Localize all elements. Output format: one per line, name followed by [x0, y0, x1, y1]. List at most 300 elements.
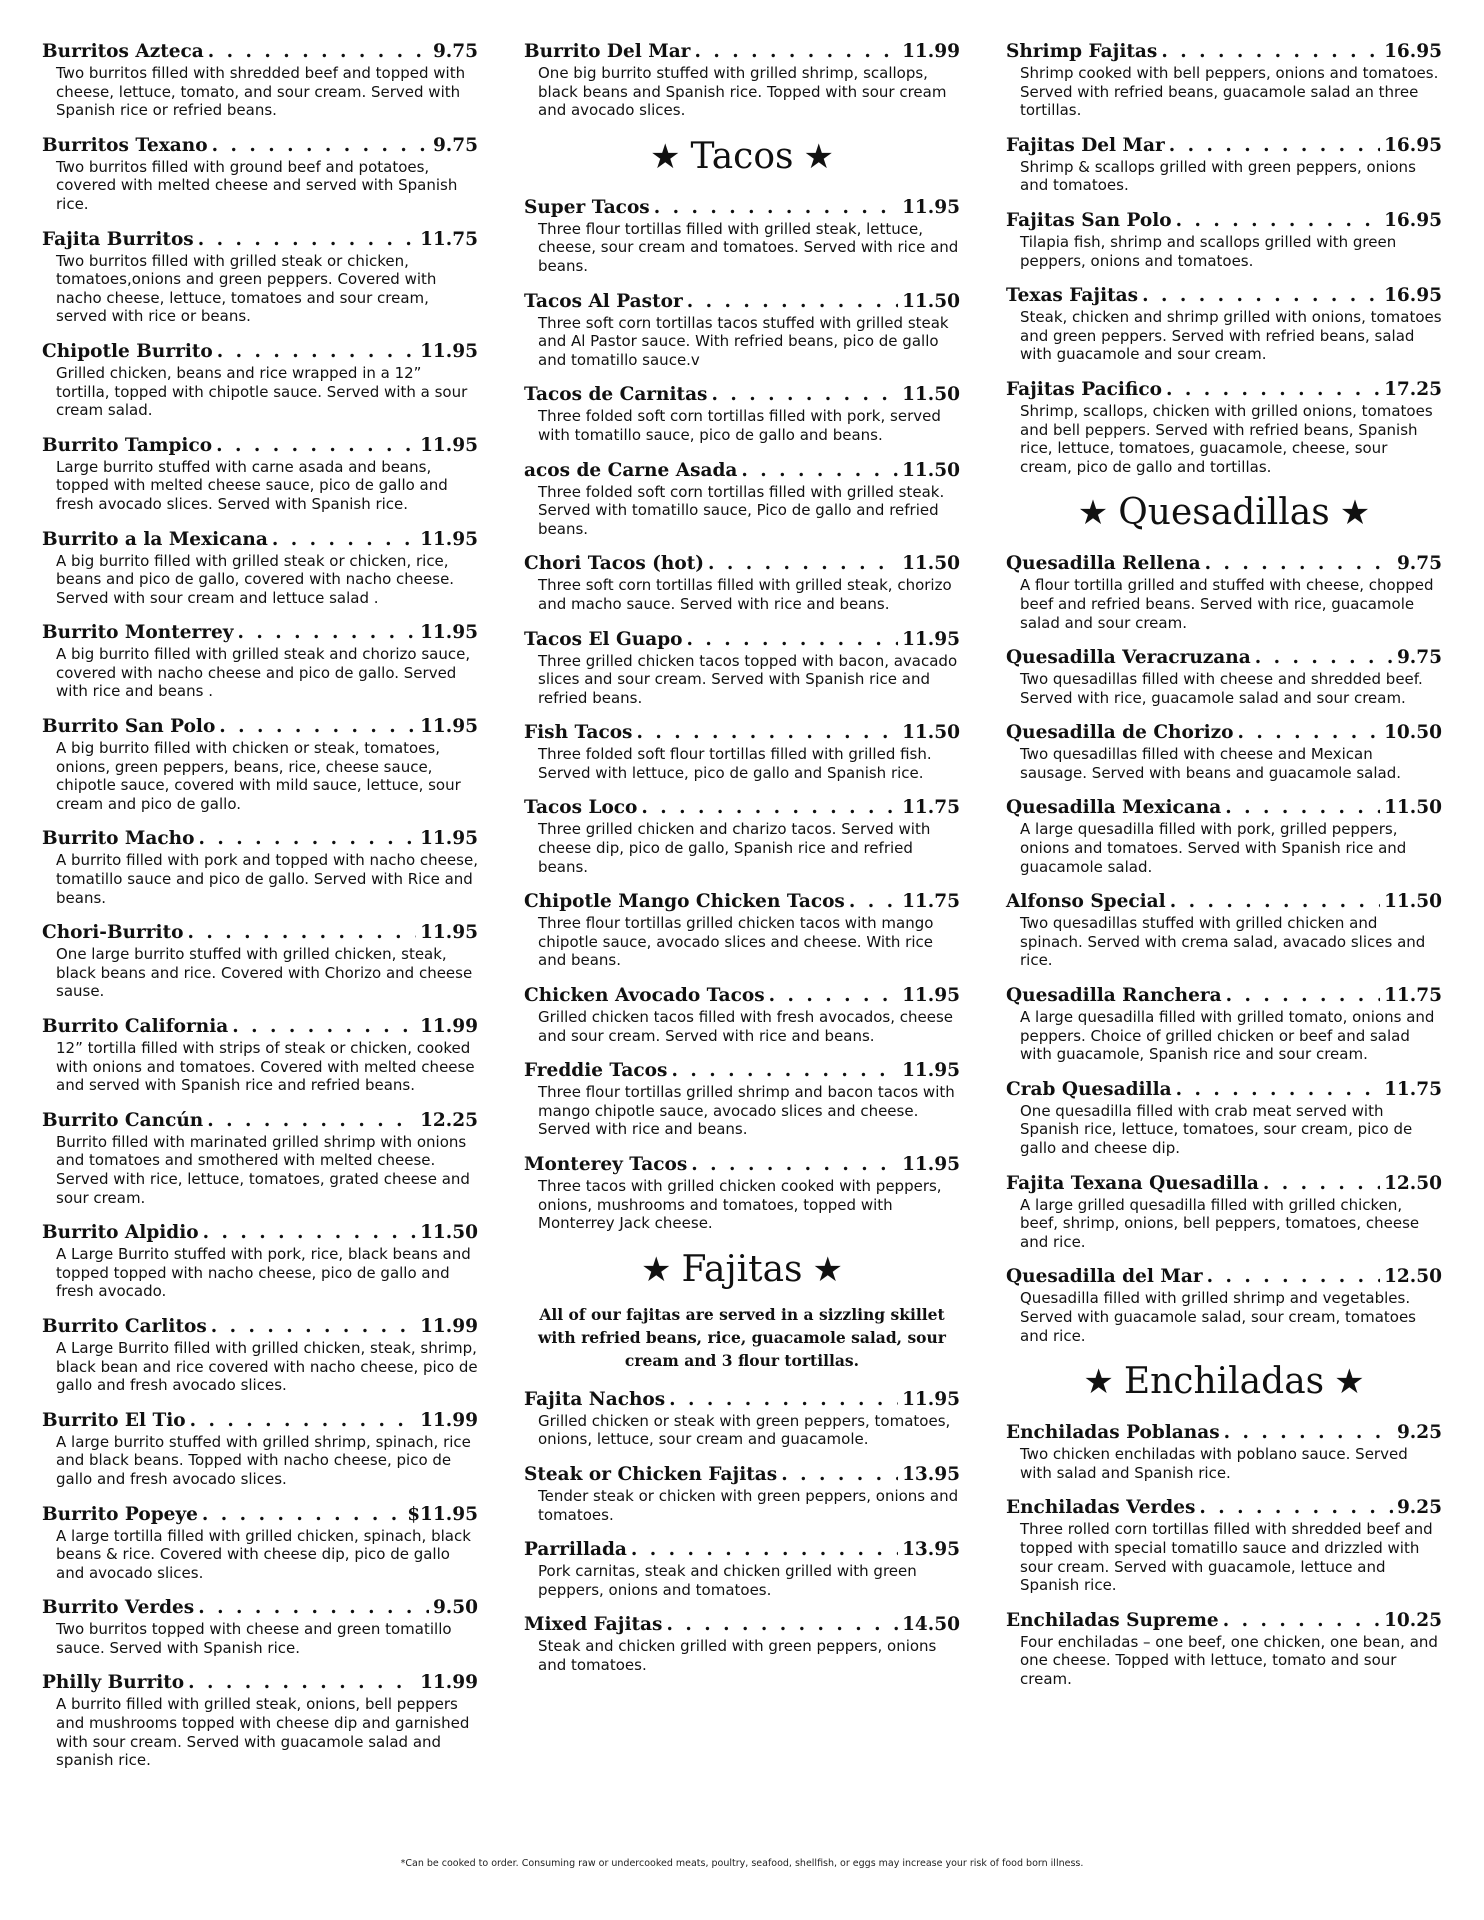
- menu-item-name: Burrito San Polo: [42, 716, 216, 738]
- menu-item-description: Three rolled corn tortillas filled with shredded beef and topped with special tomatillo sauce and drizzled with sour cream. Served with guacamole, lettuce and Spanish rice.: [1020, 1520, 1433, 1595]
- menu-item-price: 9.50: [432, 1597, 478, 1619]
- menu-item-price: 10.50: [1384, 722, 1442, 744]
- dot-leader: [691, 1153, 898, 1176]
- menu-item-description: Grilled chicken, beans and rice wrapped in a 12” tortilla, topped with chipotle sauce. Served with a sour cream salad.: [56, 363, 468, 420]
- menu-item-description: Burrito filled with marinated grilled shrimp with onions and tomatoes and smothered with melted cheese. Served with rice, lettuce, tomatoes, grated cheese and sour cream.: [56, 1132, 470, 1207]
- dot-leader: [216, 434, 416, 457]
- menu-item-description: Two quesadillas filled with cheese and Mexican sausage. Served with beans and guacamole salad.: [1020, 745, 1401, 782]
- menu-item: [524, 628, 960, 708]
- menu-item-name: Steak or Chicken Fajitas: [524, 1463, 778, 1485]
- menu-page: [42, 40, 1442, 1784]
- menu-item-name: Burrito Monterrey: [42, 622, 234, 644]
- menu-item: [1006, 646, 1442, 707]
- menu-item: [42, 621, 478, 701]
- dot-leader: [238, 621, 417, 644]
- menu-item-description: Three grilled chicken tacos topped with bacon, avacado slices and sour cream. Served with Spanish rice and refried beans.: [538, 651, 958, 707]
- menu-item-header: [524, 552, 960, 575]
- menu-item-description: A big burrito filled with grilled steak or chicken, rice, beans and pico de gallo, covered with nacho cheese. Served with sour cream and lettuce salad .: [56, 551, 455, 607]
- dot-leader: [781, 1463, 898, 1486]
- section-title-tacos: ★ Tacos ★: [650, 135, 834, 177]
- menu-item-header: [42, 1596, 478, 1619]
- menu-item-name: Burrito Macho: [42, 828, 195, 850]
- menu-item-description: A big burrito filled with chicken or steak, tomatoes, onions, green peppers, beans, rice, cheese sauce, chipotle sauce, covered with mild sauce, lettuce, sour cream and pico de gallo.: [56, 739, 461, 813]
- menu-item-header: [524, 1059, 960, 1082]
- menu-item-header: [1006, 1609, 1442, 1632]
- menu-item-price: 12.25: [420, 1109, 478, 1131]
- menu-item-price: 11.50: [1384, 891, 1442, 913]
- menu-item-name: Enchiladas Verdes: [1006, 1497, 1196, 1519]
- menu-item-price: 9.75: [432, 134, 478, 156]
- menu-item-description: Steak, chicken and shrimp grilled with onions, tomatoes and green peppers. Served with refried beans, salad with guacamole and sour cream.: [1020, 308, 1442, 364]
- menu-item-header: [42, 621, 478, 644]
- menu-item-description: Three flour tortillas grilled shrimp and bacon tacos with mango chipotle sauce, avocado slices and cheese. Served with rice and beans.: [538, 1083, 955, 1139]
- menu-item-name: Quesadilla de Chorizo: [1006, 722, 1234, 744]
- menu-item-name: Fajitas San Polo: [1006, 209, 1172, 231]
- menu-item: [1006, 721, 1442, 782]
- menu-item-name: Burrito Cancún: [42, 1109, 204, 1131]
- menu-item: [524, 1463, 960, 1524]
- menu-item-description: A large tortilla filled with grilled chicken, spinach, black beans & rice. Covered with cheese dip, pico de gallo and avocado slices.: [56, 1526, 471, 1582]
- menu-item: [1006, 40, 1442, 120]
- menu-item-price: 11.99: [420, 1409, 478, 1431]
- menu-item-header: [524, 1613, 960, 1636]
- dot-leader: [1225, 796, 1380, 819]
- menu-item-name: Fajita Texana Quesadilla: [1006, 1172, 1259, 1194]
- menu-item: [42, 1315, 478, 1395]
- menu-item-description: Grilled chicken tacos filled with fresh avocados, cheese and sour cream. Served with rice and beans.: [538, 1008, 954, 1045]
- menu-item-name: Alfonso Special: [1006, 891, 1166, 913]
- dot-leader: [669, 1388, 898, 1411]
- menu-item-header: [42, 715, 478, 738]
- menu-item-name: Burrito Popeye: [42, 1503, 198, 1525]
- menu-item: [42, 1221, 478, 1301]
- dot-leader: [232, 1015, 416, 1038]
- menu-item-description: One big burrito stuffed with grilled shrimp, scallops, black beans and Spanish rice. Topped with sour cream and avocado slices.: [538, 64, 947, 120]
- menu-item-header: [1006, 1421, 1442, 1444]
- menu-item: [524, 383, 960, 444]
- menu-item-name: Quesadilla Rellena: [1006, 553, 1201, 575]
- dot-leader: [1263, 1172, 1380, 1195]
- menu-item: [1006, 284, 1442, 364]
- menu-item-price: 13.95: [902, 1539, 960, 1561]
- dot-leader: [272, 528, 416, 551]
- dot-leader: [198, 827, 416, 850]
- menu-item-name: Tacos de Carnitas: [524, 384, 708, 406]
- menu-item-price: 12.50: [1384, 1172, 1442, 1194]
- menu-item-name: Chicken Avocado Tacos: [524, 985, 765, 1007]
- menu-item-price: $11.95: [407, 1503, 478, 1525]
- menu-item-header: [1006, 984, 1442, 1007]
- menu-item-description: Tender steak or chicken with green peppers, onions and tomatoes.: [538, 1486, 959, 1524]
- menu-item-header: [524, 1463, 960, 1486]
- menu-item-description: Two burritos filled with shredded beef and topped with cheese, lettuce, tomato, and sour cream. Served with Spanish rice or refried beans.: [56, 64, 466, 120]
- menu-item-price: 11.99: [420, 1315, 478, 1337]
- menu-item-price: 13.95: [902, 1463, 960, 1485]
- menu-item-description: Three soft corn tortillas filled with grilled steak, chorizo and macho sauce. Served with rice and beans.: [538, 576, 952, 613]
- menu-item-name: Burrito El Tio: [42, 1409, 186, 1431]
- menu-item-price: 9.75: [432, 41, 478, 62]
- menu-item-description: A large grilled quesadilla filled with grilled chicken, beef, shrimp, onions, bell peppers, tomatoes, cheese and rice.: [1020, 1195, 1420, 1251]
- menu-item-description: Two burritos topped with cheese and green tomatillo sauce. Served with Spanish rice.: [56, 1620, 452, 1657]
- menu-item-header: [524, 290, 960, 313]
- menu-item-header: [42, 921, 478, 944]
- menu-item: [1006, 134, 1442, 195]
- menu-item-name: Tacos Loco: [524, 797, 638, 819]
- dot-leader: [202, 1503, 403, 1526]
- menu-item: [524, 796, 960, 876]
- menu-item-name: Burrito Del Mar: [524, 41, 691, 62]
- menu-item-price: 10.25: [1384, 1609, 1442, 1631]
- menu-item-description: Three tacos with grilled chicken cooked with peppers, onions, mushrooms and tomatoes, topped with Monterrey Jack cheese.: [538, 1177, 942, 1233]
- menu-item: [42, 1015, 478, 1095]
- section-title-fajitas: ★ Fajitas ★: [640, 1248, 844, 1290]
- column-quesadillas-enchiladas: [1006, 40, 1442, 1784]
- menu-item-name: Monterey Tacos: [524, 1154, 688, 1175]
- menu-item-price: 11.95: [902, 1388, 960, 1410]
- menu-item-name: Enchiladas Supreme: [1006, 1609, 1219, 1631]
- menu-item-name: Parrillada: [524, 1539, 627, 1561]
- menu-item-description: Shrimp & scallops grilled with green peppers, onions and tomatoes.: [1020, 157, 1416, 195]
- dot-leader: [1226, 984, 1380, 1007]
- dot-leader: [1170, 890, 1380, 913]
- menu-item-price: 9.75: [1396, 647, 1442, 669]
- dot-leader: [1176, 209, 1380, 232]
- menu-item-header: [524, 383, 960, 406]
- menu-item-description: Three folded soft flour tortillas filled with grilled fish. Served with lettuce, pico de gallo and Spanish rice.: [538, 745, 932, 782]
- menu-item-price: 11.95: [420, 528, 478, 550]
- menu-item-header: [524, 459, 960, 482]
- menu-item-price: 11.50: [902, 722, 960, 744]
- menu-item: [1006, 378, 1442, 476]
- menu-item: [524, 1613, 960, 1674]
- menu-item: [1006, 552, 1442, 632]
- menu-item-description: Three flour tortillas filled with grilled steak, lettuce, cheese, sour cream and tomatoes. Served with rice and beans.: [538, 219, 959, 275]
- menu-item-header: [42, 340, 478, 363]
- menu-item: [524, 1059, 960, 1139]
- menu-item-price: 11.95: [902, 1060, 960, 1082]
- menu-item: [42, 228, 478, 326]
- menu-item-description: Tilapia fish, shrimp and scallops grilled with green peppers, onions and tomatoes.: [1020, 232, 1397, 270]
- menu-item-name: Tacos El Guapo: [524, 628, 683, 650]
- dot-leader: [654, 196, 898, 219]
- menu-item: [524, 1153, 960, 1233]
- dot-leader: [1205, 552, 1393, 575]
- dot-leader: [188, 1671, 416, 1694]
- menu-item: [524, 552, 960, 613]
- menu-item: [1006, 1265, 1442, 1345]
- dot-leader: [687, 628, 899, 651]
- menu-item-price: 11.75: [902, 891, 960, 913]
- menu-item: [524, 196, 960, 276]
- menu-item-header: [42, 1221, 478, 1244]
- menu-item-header: [42, 1315, 478, 1338]
- menu-item-price: 11.95: [902, 628, 960, 650]
- menu-item-description: Two quesadillas stuffed with grilled chicken and spinach. Served with crema salad, avacado slices and rice.: [1020, 914, 1426, 970]
- dot-leader: [187, 921, 416, 944]
- column-tacos-fajitas: [524, 40, 960, 1784]
- dot-leader: [631, 1538, 898, 1561]
- dot-leader: [849, 890, 898, 913]
- menu-item-price: 16.95: [1384, 41, 1442, 62]
- dot-leader: [711, 383, 898, 406]
- menu-item: [524, 721, 960, 782]
- menu-item-header: [1006, 284, 1442, 307]
- menu-item-header: [1006, 646, 1442, 669]
- fajitas-note: All of our fajitas are served in a sizzling skillet with refried beans, rice, guacamole salad, sour cream and 3 flour tortillas.: [538, 1304, 946, 1370]
- dot-leader: [212, 134, 429, 157]
- menu-item-header: [1006, 1172, 1442, 1195]
- menu-item-price: 11.95: [902, 1154, 960, 1175]
- menu-item-description: One large burrito stuffed with grilled chicken, steak, black beans and rice. Covered with Chorizo and cheese sause.: [56, 945, 473, 1001]
- menu-item-name: Tacos Al Pastor: [524, 290, 683, 312]
- menu-item-name: Quesadilla Mexicana: [1006, 797, 1222, 819]
- menu-item-price: 11.75: [1384, 985, 1442, 1007]
- menu-item-price: 11.95: [902, 985, 960, 1007]
- star-icon: ★: [1334, 1362, 1365, 1403]
- menu-item-header: [42, 228, 478, 251]
- dot-leader: [190, 1409, 416, 1432]
- menu-item-price: 11.75: [420, 228, 478, 250]
- menu-item-name: Burrito Tampico: [42, 434, 213, 456]
- menu-item: [1006, 890, 1442, 970]
- menu-item-price: 16.95: [1384, 209, 1442, 231]
- menu-item-name: Chipotle Mango Chicken Tacos: [524, 891, 845, 913]
- menu-item-description: A Large Burrito filled with grilled chicken, steak, shrimp, black bean and rice covered with nacho cheese, pico de gallo and fresh avocado slices.: [56, 1338, 478, 1395]
- menu-item-description: A large quesadilla filled with grilled tomato, onions and peppers. Choice of grilled chicken or beef and salad with guacamole, Spanish rice and sour cream.: [1020, 1008, 1435, 1064]
- menu-item-header: [42, 827, 478, 850]
- menu-item-name: Chori Tacos (hot): [524, 553, 705, 575]
- dot-leader: [198, 1596, 429, 1619]
- menu-item: [1006, 1421, 1442, 1482]
- menu-item-description: Two burritos filled with ground beef and potatoes, covered with melted cheese and served with Spanish rice.: [56, 157, 458, 213]
- menu-item: [1006, 209, 1442, 270]
- menu-item-name: Freddie Tacos: [524, 1060, 668, 1082]
- menu-item-name: Chori-Burrito: [42, 922, 184, 944]
- menu-item-description: One quesadilla filled with crab meat served with Spanish rice, lettuce, tomatoes, sour cream, pico de gallo and cheese dip.: [1020, 1101, 1413, 1157]
- menu-item-name: Fajitas Pacifico: [1006, 378, 1162, 400]
- menu-item-name: Quesadilla Ranchera: [1006, 985, 1222, 1007]
- menu-item-price: 11.99: [902, 41, 960, 62]
- menu-item: [1006, 1172, 1442, 1252]
- menu-item-header: [1006, 890, 1442, 913]
- menu-item-header: [1006, 209, 1442, 232]
- dot-leader: [1207, 1265, 1380, 1288]
- menu-item-name: Chipotle Burrito: [42, 340, 213, 362]
- menu-item-name: Fajita Nachos: [524, 1388, 666, 1410]
- menu-item: [1006, 1496, 1442, 1594]
- menu-item-name: Crab Quesadilla: [1006, 1078, 1172, 1100]
- menu-item-price: 11.95: [420, 828, 478, 850]
- menu-item: [42, 134, 478, 214]
- menu-item: [42, 434, 478, 514]
- menu-item-description: Three grilled chicken and charizo tacos. Served with cheese dip, pico de gallo, Spanish rice and refried beans.: [538, 820, 931, 876]
- menu-item: [1006, 796, 1442, 876]
- menu-item-name: Burrito California: [42, 1016, 229, 1037]
- menu-item-header: [1006, 552, 1442, 575]
- menu-item: [42, 1409, 478, 1489]
- menu-item: [524, 290, 960, 370]
- menu-item-description: A large quesadilla filled with pork, grilled peppers, onions and tomatoes. Served with Spanish rice and guacamole salad.: [1020, 820, 1407, 876]
- menu-item-description: Two chicken enchiladas with poblano sauce. Served with salad and Spanish rice.: [1020, 1445, 1408, 1482]
- menu-item-price: 11.99: [420, 1672, 478, 1694]
- star-icon: ★: [1077, 493, 1109, 534]
- menu-item: [42, 1503, 478, 1583]
- dot-leader: [741, 459, 898, 482]
- menu-item: [42, 1671, 478, 1769]
- menu-item: [524, 459, 960, 539]
- menu-item-name: Philly Burrito: [42, 1672, 185, 1694]
- menu-item-name: Super Tacos: [524, 196, 650, 218]
- menu-item-header: [42, 1671, 478, 1694]
- menu-item-price: 11.95: [420, 716, 478, 738]
- star-icon: ★: [1339, 493, 1371, 534]
- dot-leader: [1255, 646, 1393, 669]
- dot-leader: [671, 1059, 898, 1082]
- section-title-enchiladas: ★ Enchiladas ★: [1083, 1361, 1365, 1403]
- menu-item-price: 11.95: [420, 622, 478, 644]
- menu-item-name: Burrito a la Mexicana: [42, 528, 268, 550]
- menu-item-description: 12” tortilla filled with strips of steak or chicken, cooked with onions and tomatoes. Covered with melted cheese and served with Spanish rice and refried beans.: [56, 1039, 475, 1095]
- menu-item-price: 11.50: [902, 290, 960, 312]
- menu-item-header: [42, 1409, 478, 1432]
- dot-leader: [198, 228, 416, 251]
- star-icon: ★: [640, 1249, 672, 1290]
- menu-item: [1006, 1078, 1442, 1158]
- menu-item-description: Large burrito stuffed with carne asada and beans, topped with melted cheese sauce, pico de gallo and fresh avocado slices. Served with Spanish rice.: [56, 457, 448, 513]
- dot-leader: [1224, 1421, 1393, 1444]
- menu-item-name: Burrito Verdes: [42, 1597, 195, 1619]
- dot-leader: [1199, 1496, 1393, 1519]
- menu-item-description: A burrito filled with grilled steak, onions, bell peppers and mushrooms topped with cheese dip and garnished with sour cream. Served with guacamole salad and spanish rice.: [56, 1695, 470, 1770]
- dot-leader: [217, 340, 416, 363]
- menu-item-header: [42, 40, 478, 63]
- dot-leader: [207, 1109, 416, 1132]
- dot-leader: [203, 1221, 416, 1244]
- menu-item-description: A flour tortilla grilled and stuffed with cheese, chopped beef and refried beans. Served with rice, guacamole salad and sour cream.: [1020, 576, 1434, 632]
- menu-item-description: A burrito filled with pork and topped with nacho cheese, tomatillo sauce and pico de gallo. Served with Rice and beans.: [56, 851, 478, 907]
- menu-item-header: [524, 1388, 960, 1411]
- column-burritos: [42, 40, 478, 1784]
- menu-item-header: [524, 984, 960, 1007]
- menu-item-header: [524, 196, 960, 219]
- menu-item-name: Fajita Burritos: [42, 228, 194, 250]
- menu-item-header: [1006, 721, 1442, 744]
- menu-item-header: [524, 1153, 960, 1176]
- menu-item-name: Shrimp Fajitas: [1006, 41, 1158, 62]
- menu-item-header: [524, 796, 960, 819]
- menu-item-header: [1006, 1078, 1442, 1101]
- menu-item: [524, 890, 960, 970]
- menu-item-name: Burritos Azteca: [42, 41, 204, 62]
- dot-leader: [769, 984, 898, 1007]
- star-icon: ★: [650, 136, 681, 177]
- menu-item-header: [524, 890, 960, 913]
- menu-item-name: Quesadilla Veracruzana: [1006, 647, 1251, 669]
- dot-leader: [687, 290, 898, 313]
- menu-item-header: [524, 1538, 960, 1561]
- menu-item-description: Three soft corn tortillas tacos stuffed with grilled steak and Al Pastor sauce. With refried beans, pico de gallo and tomatillo sauce.v: [538, 313, 949, 369]
- menu-item-price: 12.50: [1384, 1266, 1442, 1288]
- menu-item: [524, 1388, 960, 1449]
- menu-item-name: acos de Carne Asada: [524, 459, 738, 481]
- menu-item: [42, 40, 478, 120]
- menu-item-price: 11.50: [1384, 797, 1442, 819]
- menu-item: [1006, 984, 1442, 1064]
- dot-leader: [1223, 1609, 1380, 1632]
- menu-item-description: Grilled chicken or steak with green peppers, tomatoes, onions, lettuce, sour cream and guacamole.: [538, 1411, 951, 1449]
- menu-item-header: [1006, 1496, 1442, 1519]
- section-title-quesadillas: ★ Quesadillas ★: [1077, 492, 1371, 534]
- menu-item-price: 11.50: [420, 1222, 478, 1244]
- menu-item-header: [1006, 378, 1442, 401]
- menu-item-name: Burrito Carlitos: [42, 1315, 207, 1337]
- star-icon: ★: [803, 136, 834, 177]
- menu-item-price: 9.25: [1396, 1422, 1442, 1444]
- star-icon: ★: [1083, 1362, 1114, 1403]
- menu-item-name: Fajitas Del Mar: [1006, 134, 1165, 156]
- menu-item-price: 11.95: [420, 340, 478, 362]
- menu-item-price: 11.50: [902, 553, 960, 575]
- menu-item-price: 14.50: [902, 1614, 960, 1636]
- menu-item-price: 11.95: [420, 922, 478, 944]
- menu-item-description: Three folded soft corn tortillas filled with pork, served with tomatillo sauce, pico de gallo and beans.: [538, 407, 941, 444]
- menu-item-price: 11.95: [420, 434, 478, 456]
- menu-item-name: Enchiladas Poblanas: [1006, 1422, 1220, 1444]
- dot-leader: [641, 796, 898, 819]
- menu-item-header: [42, 434, 478, 457]
- menu-item-description: A Large Burrito stuffed with pork, rice, black beans and topped topped with nacho cheese, pico de gallo and fresh avocado.: [56, 1245, 471, 1301]
- dot-leader: [1142, 284, 1380, 307]
- menu-item-price: 17.25: [1384, 378, 1442, 400]
- menu-item: [42, 921, 478, 1001]
- menu-item-price: 16.95: [1384, 134, 1442, 156]
- dot-leader: [208, 40, 429, 63]
- dot-leader: [666, 1613, 898, 1636]
- menu-item-description: Two quesadillas filled with cheese and shredded beef. Served with rice, guacamole salad and sour cream.: [1020, 670, 1423, 707]
- menu-item-description: Three flour tortillas grilled chicken tacos with mango chipotle sauce, avocado slices and cheese. With rice and beans.: [538, 914, 934, 970]
- dot-leader: [1237, 721, 1380, 744]
- menu-item-header: [42, 1015, 478, 1038]
- menu-item-name: Burrito Alpidio: [42, 1222, 199, 1244]
- menu-item-header: [524, 628, 960, 651]
- menu-item-header: [1006, 796, 1442, 819]
- menu-item-name: Mixed Fajitas: [524, 1614, 663, 1636]
- menu-item-description: A big burrito filled with grilled steak and chorizo sauce, covered with nacho cheese and pico de gallo. Served with rice and beans .: [56, 645, 471, 701]
- menu-item-price: 11.50: [902, 459, 960, 481]
- menu-item-header: [42, 528, 478, 551]
- menu-item-name: Burritos Texano: [42, 134, 208, 156]
- menu-item: [524, 984, 960, 1045]
- menu-item-price: 11.75: [902, 797, 960, 819]
- menu-item-price: 11.99: [420, 1016, 478, 1037]
- menu-item-header: [42, 134, 478, 157]
- menu-item-header: [524, 721, 960, 744]
- menu-item: [42, 1596, 478, 1657]
- menu-item-header: [1006, 1265, 1442, 1288]
- menu-item-description: A large burrito stuffed with grilled shrimp, spinach, rice and black beans. Topped with nacho cheese, pico de gallo and fresh avocado slices.: [56, 1432, 471, 1488]
- dot-leader: [708, 552, 898, 575]
- menu-item-description: Shrimp cooked with bell peppers, onions and tomatoes. Served with refried beans, guacamole salad an three tortillas.: [1020, 64, 1439, 120]
- menu-item-description: Quesadilla filled with grilled shrimp and vegetables. Served with guacamole salad, sour cream, tomatoes and rice.: [1020, 1289, 1416, 1345]
- dot-leader: [636, 721, 898, 744]
- menu-item-name: Texas Fajitas: [1006, 285, 1139, 307]
- dot-leader: [694, 40, 898, 63]
- menu-item: [524, 40, 960, 120]
- menu-item-name: Fish Tacos: [524, 722, 633, 744]
- menu-item-description: Shrimp, scallops, chicken with grilled onions, tomatoes and bell peppers. Served with refried beans, Spanish rice, lettuce, tomatoes, guacamole, cheese, sour cream, pico de gallo and tortillas.: [1020, 401, 1433, 476]
- menu-item-header: [524, 40, 960, 63]
- menu-item-price: 16.95: [1384, 285, 1442, 307]
